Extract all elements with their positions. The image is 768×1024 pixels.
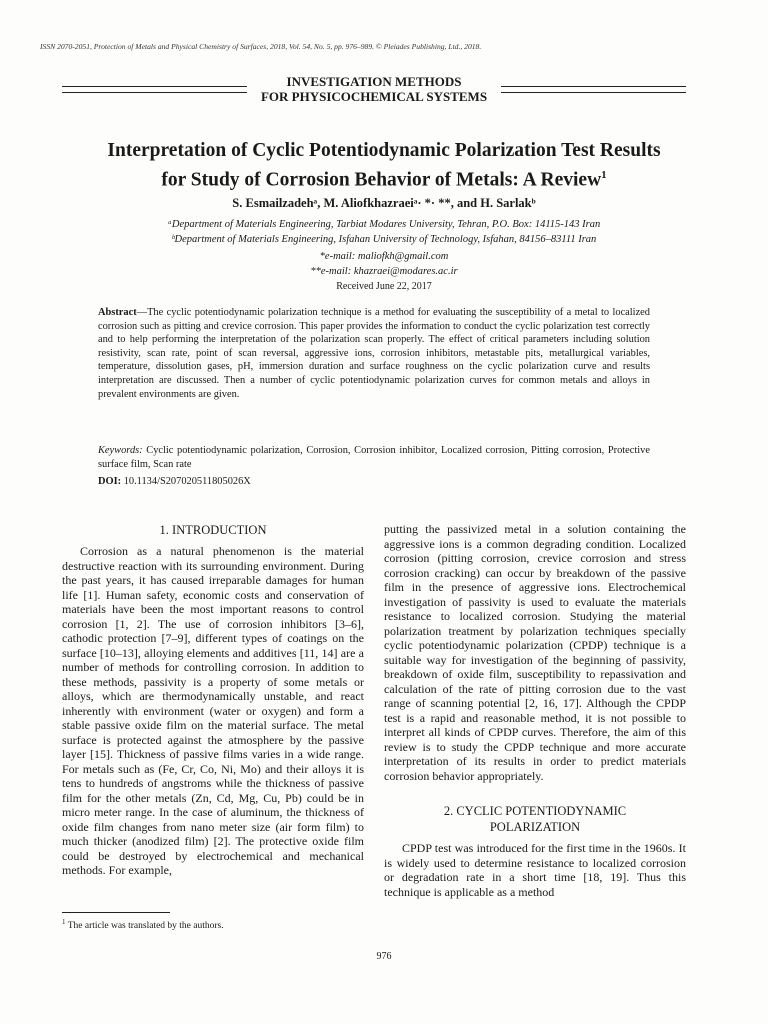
author-list: S. Esmailzadehᵃ, M. Aliofkhazraeiᵃ· *· **, and H. Sarlakᵇ [232,196,536,210]
introduction-paragraph-1: Corrosion as a natural phenomenon is the material destructive reaction with its surrounding environment. During the past years, it has caused irreparable damages for human life [1]. Human safety, economic costs and conservation of materials have been the most important reasons to control corrosion [1, 2]. The use of corrosion inhibitors [3–6], cathodic protection [7–9], different types of coatings on the surface [10–13], alloying elements and additives [11, 14] are a number of methods for controlling corrosion. In addition to these methods, passivity is a property of some metals or alloys, which are thermodynamically unstable, and react inherently with environment (water or oxygen) and form a stable passive oxide film on the material surface. The metal surface is protected against the atmosphere by the passive layer [15]. Thickness of passive films varies in a wide range. For metals such as (Fe, Cr, Co, Ni, Mo) and their alloys it is tens to hundreds of angstroms while the thickness of passive film for the other metals (Zn, Cd, Mg, Cu, Pb) could be in micro meter range. In the case of aluminum, the thickness of oxide film changes from nano meter size (air form film) to much thicker (anodized film) [2]. The protective oxide film could be destroyed by electrochemical and mechanical methods. For example, [62,544,364,877]
introduction-paragraph-continued: putting the passivized metal in a solution containing the aggressive ions is a common degrading condition. Localized corrosion (pitting corrosion, crevice corrosion and stress corrosion cracking) can occur by breakdown of the passive film in the presence of aggressive ions. Electrochemical investigation of passivity is used to evaluate the materials resistance to localized corrosion. Studying the material polarization treatment by polarization techniques specially cyclic potentiodynamic polarization (CPDP) technique is a suitable way for investigation of the beginning of passivity, breakdown of oxide film, susceptibility to repassivation and calculation of the rate of pitting corrosion due to the vast range of scanning potential [2, 16, 17]. Although the CPDP test is a rapid and reasonable method, it is not possible to interpret all kinds of CPDP curves. Therefore, the aim of this review is to study the CPDP technique and more accurate interpretation of its results in order to predict materials corrosion behavior appropriately. [384,522,686,783]
page-number: 976 [376,951,392,962]
footnote-divider [62,912,170,913]
section-header [62,74,686,104]
section-title: INVESTIGATION METHODS FOR PHYSICOCHEMICAL SYSTEMS [260,74,488,104]
footnote-mark: 1 [62,918,66,926]
doi-text: 10.1134/S207020511805026X [121,476,251,487]
abstract-text: —The cyclic potentiodynamic polarization technique is a method for evaluating the susceptibility of a metal to localized corrosion such as pitting and crevice corrosion. This paper provides the information to conduct the cyclic polarization test correctly and to help performing the interpretation of the polarization scan properly. The effect of critical parameters including solution resistivity, scan rate, point of scan reversal, aggressive ions, corrosion inhibitors, metastable pits, metallurgical variables, temperature, dissolution gases, pH, immersion duration and surface roughness on the cyclic polarization curve and results interpretation are discussed. Then a number of cyclic potentiodynamic polarization curves for common metals and alloys in prevalent environments are given. [98,307,650,400]
doi [98,476,650,487]
right-column [384,522,686,899]
introduction-heading: 1. INTRODUCTION [159,523,267,537]
affiliation-b: ᵇDepartment of Materials Engineering, Isfahan University of Technology, Isfahan, 84156–83111 Iran [171,234,597,245]
received-date: Received June 22, 2017 [336,281,432,292]
title-line-2-text: for Study of Corrosion Behavior of Metals: A Review [161,169,602,191]
section-2-heading: 2. CYCLIC POTENTIODYNAMIC POLARIZATION [443,804,627,834]
header-rule-right [501,86,686,93]
footnote [62,918,362,931]
article-title [40,138,728,193]
keywords-text: Cyclic potentiodynamic polarization, Corrosion, Corrosion inhibitor, Localized corrosion, Pitting corrosion, Protective surface film, Scan rate [98,445,650,470]
title-line-2 [40,163,728,193]
header-rule-left [62,86,247,93]
abstract [98,306,650,401]
corresponding-email-2: **e-mail: khazraei@modares.ac.ir [310,266,458,277]
journal-issn-line: ISSN 2070-2051, Protection of Metals and Physical Chemistry of Surfaces, 2018, Vol. 54, No. 5, pp. 976–989. © Pleiades Publishing, Ltd., 2018. [40,42,482,51]
title-line-1: Interpretation of Cyclic Potentiodynamic Polarization Test Results [107,140,661,161]
doi-label: DOI: [98,476,122,487]
left-column [62,522,364,878]
footnote-text: The article was translated by the authors. [65,921,224,932]
abstract-label: Abstract [98,307,137,318]
keywords [98,444,650,471]
section-2-paragraph-1: CPDP test was introduced for the first time in the 1960s. It is widely used to determine resistance to localized corrosion or degradation rate in a short time [18, 19]. Thus this technique is applicable as a method [384,841,686,899]
title-footnote-mark: 1 [601,169,607,181]
corresponding-email-1: *e-mail: maliofkh@gmail.com [319,251,449,262]
keywords-label: Keywords: [98,445,143,456]
affiliation-a: ᵃDepartment of Materials Engineering, Tarbiat Modares University, Tehran, P.O. Box: 14115-143 Iran [167,219,601,230]
